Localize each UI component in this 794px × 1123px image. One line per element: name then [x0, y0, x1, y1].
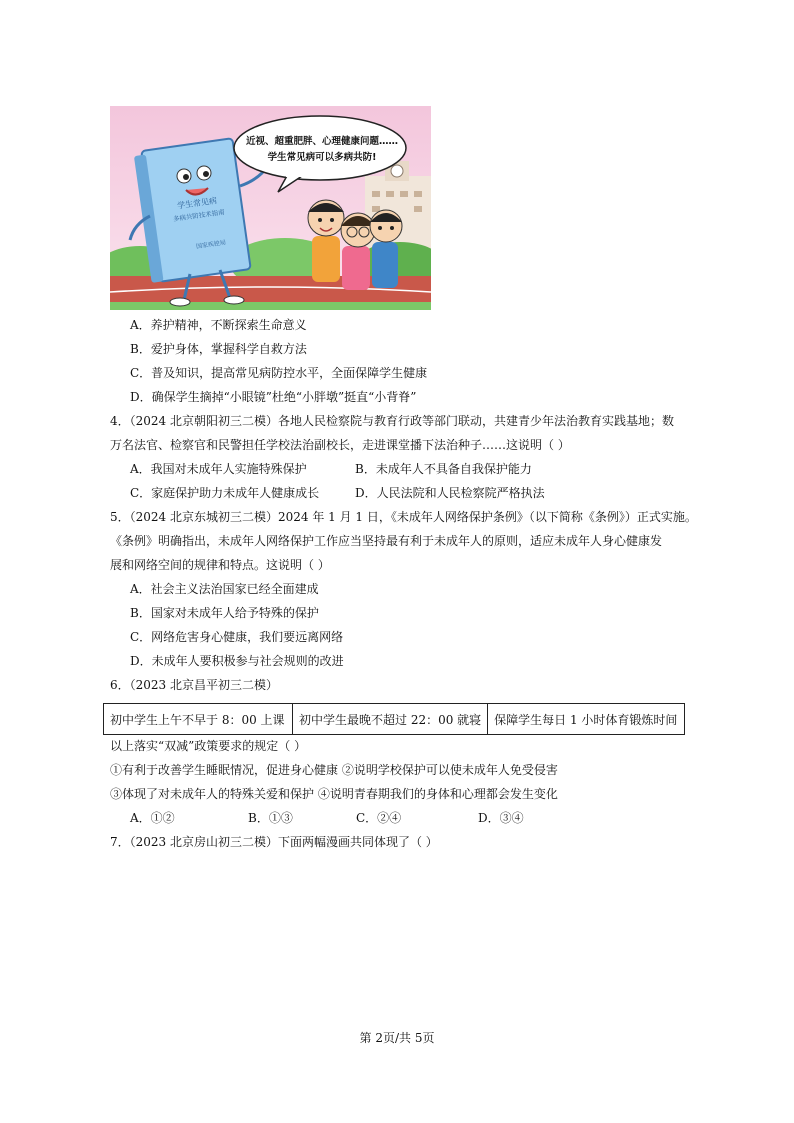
- q4-option-b: B．未成年人不具备自我保护能力: [355, 462, 532, 476]
- q5-option-a: A．社会主义法治国家已经全面建成: [130, 582, 319, 596]
- book-publisher: 国家疾控局: [195, 239, 227, 251]
- q6-requirements-table: [103, 703, 685, 735]
- table-cell: 初中学生上午不早于 8：00 上课: [104, 704, 293, 735]
- book-title-line1: 学生常见病: [176, 196, 218, 211]
- q5-option-d: D．未成年人要积极参与社会规则的改进: [130, 654, 344, 668]
- q6-stem-line1: 6．（2023 北京昌平初三二模）: [110, 678, 278, 692]
- q6-statements-line2: ③体现了对未成年人的特殊关爱和保护 ④说明青春期我们的身体和心理都会发生变化: [110, 787, 558, 801]
- table-row: [104, 704, 685, 735]
- q4-option-c: C．家庭保护助力未成年人健康成长: [130, 486, 320, 500]
- q5-stem-line3: 展和网络空间的规律和特点。这说明（ ）: [110, 558, 330, 572]
- bubble-line1: 近视、超重肥胖、心理健康问题……: [245, 136, 399, 147]
- q6-statements-line1: ①有利于改善学生睡眠情况，促进身心健康 ②说明学校保护可以使未成年人免受侵害: [110, 763, 558, 777]
- q6-option-c: C．②④: [356, 811, 402, 825]
- q5-option-b: B．国家对未成年人给予特殊的保护: [130, 606, 319, 620]
- q6-option-a: A．①②: [130, 811, 175, 825]
- q4-option-d: D．人民法院和人民检察院严格执法: [355, 486, 545, 500]
- q4-stem-line2: 万名法官、检察官和民警担任学校法治副校长，走进课堂播下法治种子……这说明（ ）: [110, 438, 570, 452]
- table-cell: 保障学生每日 1 小时体育锻炼时间: [488, 704, 685, 735]
- q6-option-b: B．①③: [248, 811, 293, 825]
- table-cell: 初中学生最晚不超过 22：00 就寝: [293, 704, 488, 735]
- cartoon-drawing: [110, 106, 431, 310]
- q3-option-b: B．爱护身体，掌握科学自救方法: [130, 342, 307, 356]
- q4-option-a: A．我国对未成年人实施特殊保护: [130, 462, 307, 476]
- q3-option-a: A．养护精神，不断探索生命意义: [130, 318, 307, 332]
- q3-option-d: D．确保学生摘掉“小眼镜”杜绝“小胖墩”挺直“小背脊”: [130, 390, 417, 404]
- q4-stem-line1: 4．（2024 北京朝阳初三二模）各地人民检察院与教育行政等部门联动，共建青少年法治教育实践基地；数: [110, 414, 674, 428]
- bubble-line2: 学生常见病可以多病共防!: [267, 152, 377, 163]
- q5-option-c: C．网络危害身心健康，我们要远离网络: [130, 630, 344, 644]
- book-title-line2: 多病共防技术指南: [172, 208, 226, 224]
- q7-stem-line1: 7．（2023 北京房山初三二模）下面两幅漫画共同体现了（ ）: [110, 835, 438, 849]
- q5-stem-line2: 《条例》明确指出，未成年人网络保护工作应当坚持最有利于未成年人的原则，适应未成年人身心健康发: [110, 534, 663, 548]
- cartoon-illustration: [110, 106, 431, 310]
- q6-stem-line2: 以上落实“双减”政策要求的规定（ ）: [110, 739, 307, 753]
- q3-option-c: C．普及知识，提高常见病防控水平，全面保障学生健康: [130, 366, 428, 380]
- q6-option-d: D．③④: [478, 811, 524, 825]
- page-footer: 第 2页/共 5页: [359, 1031, 435, 1045]
- q5-stem-line1: 5．（2024 北京东城初三二模）2024 年 1 月 1 日，《未成年人网络保护条例》（以下简称《条例》）正式实施。: [110, 510, 697, 524]
